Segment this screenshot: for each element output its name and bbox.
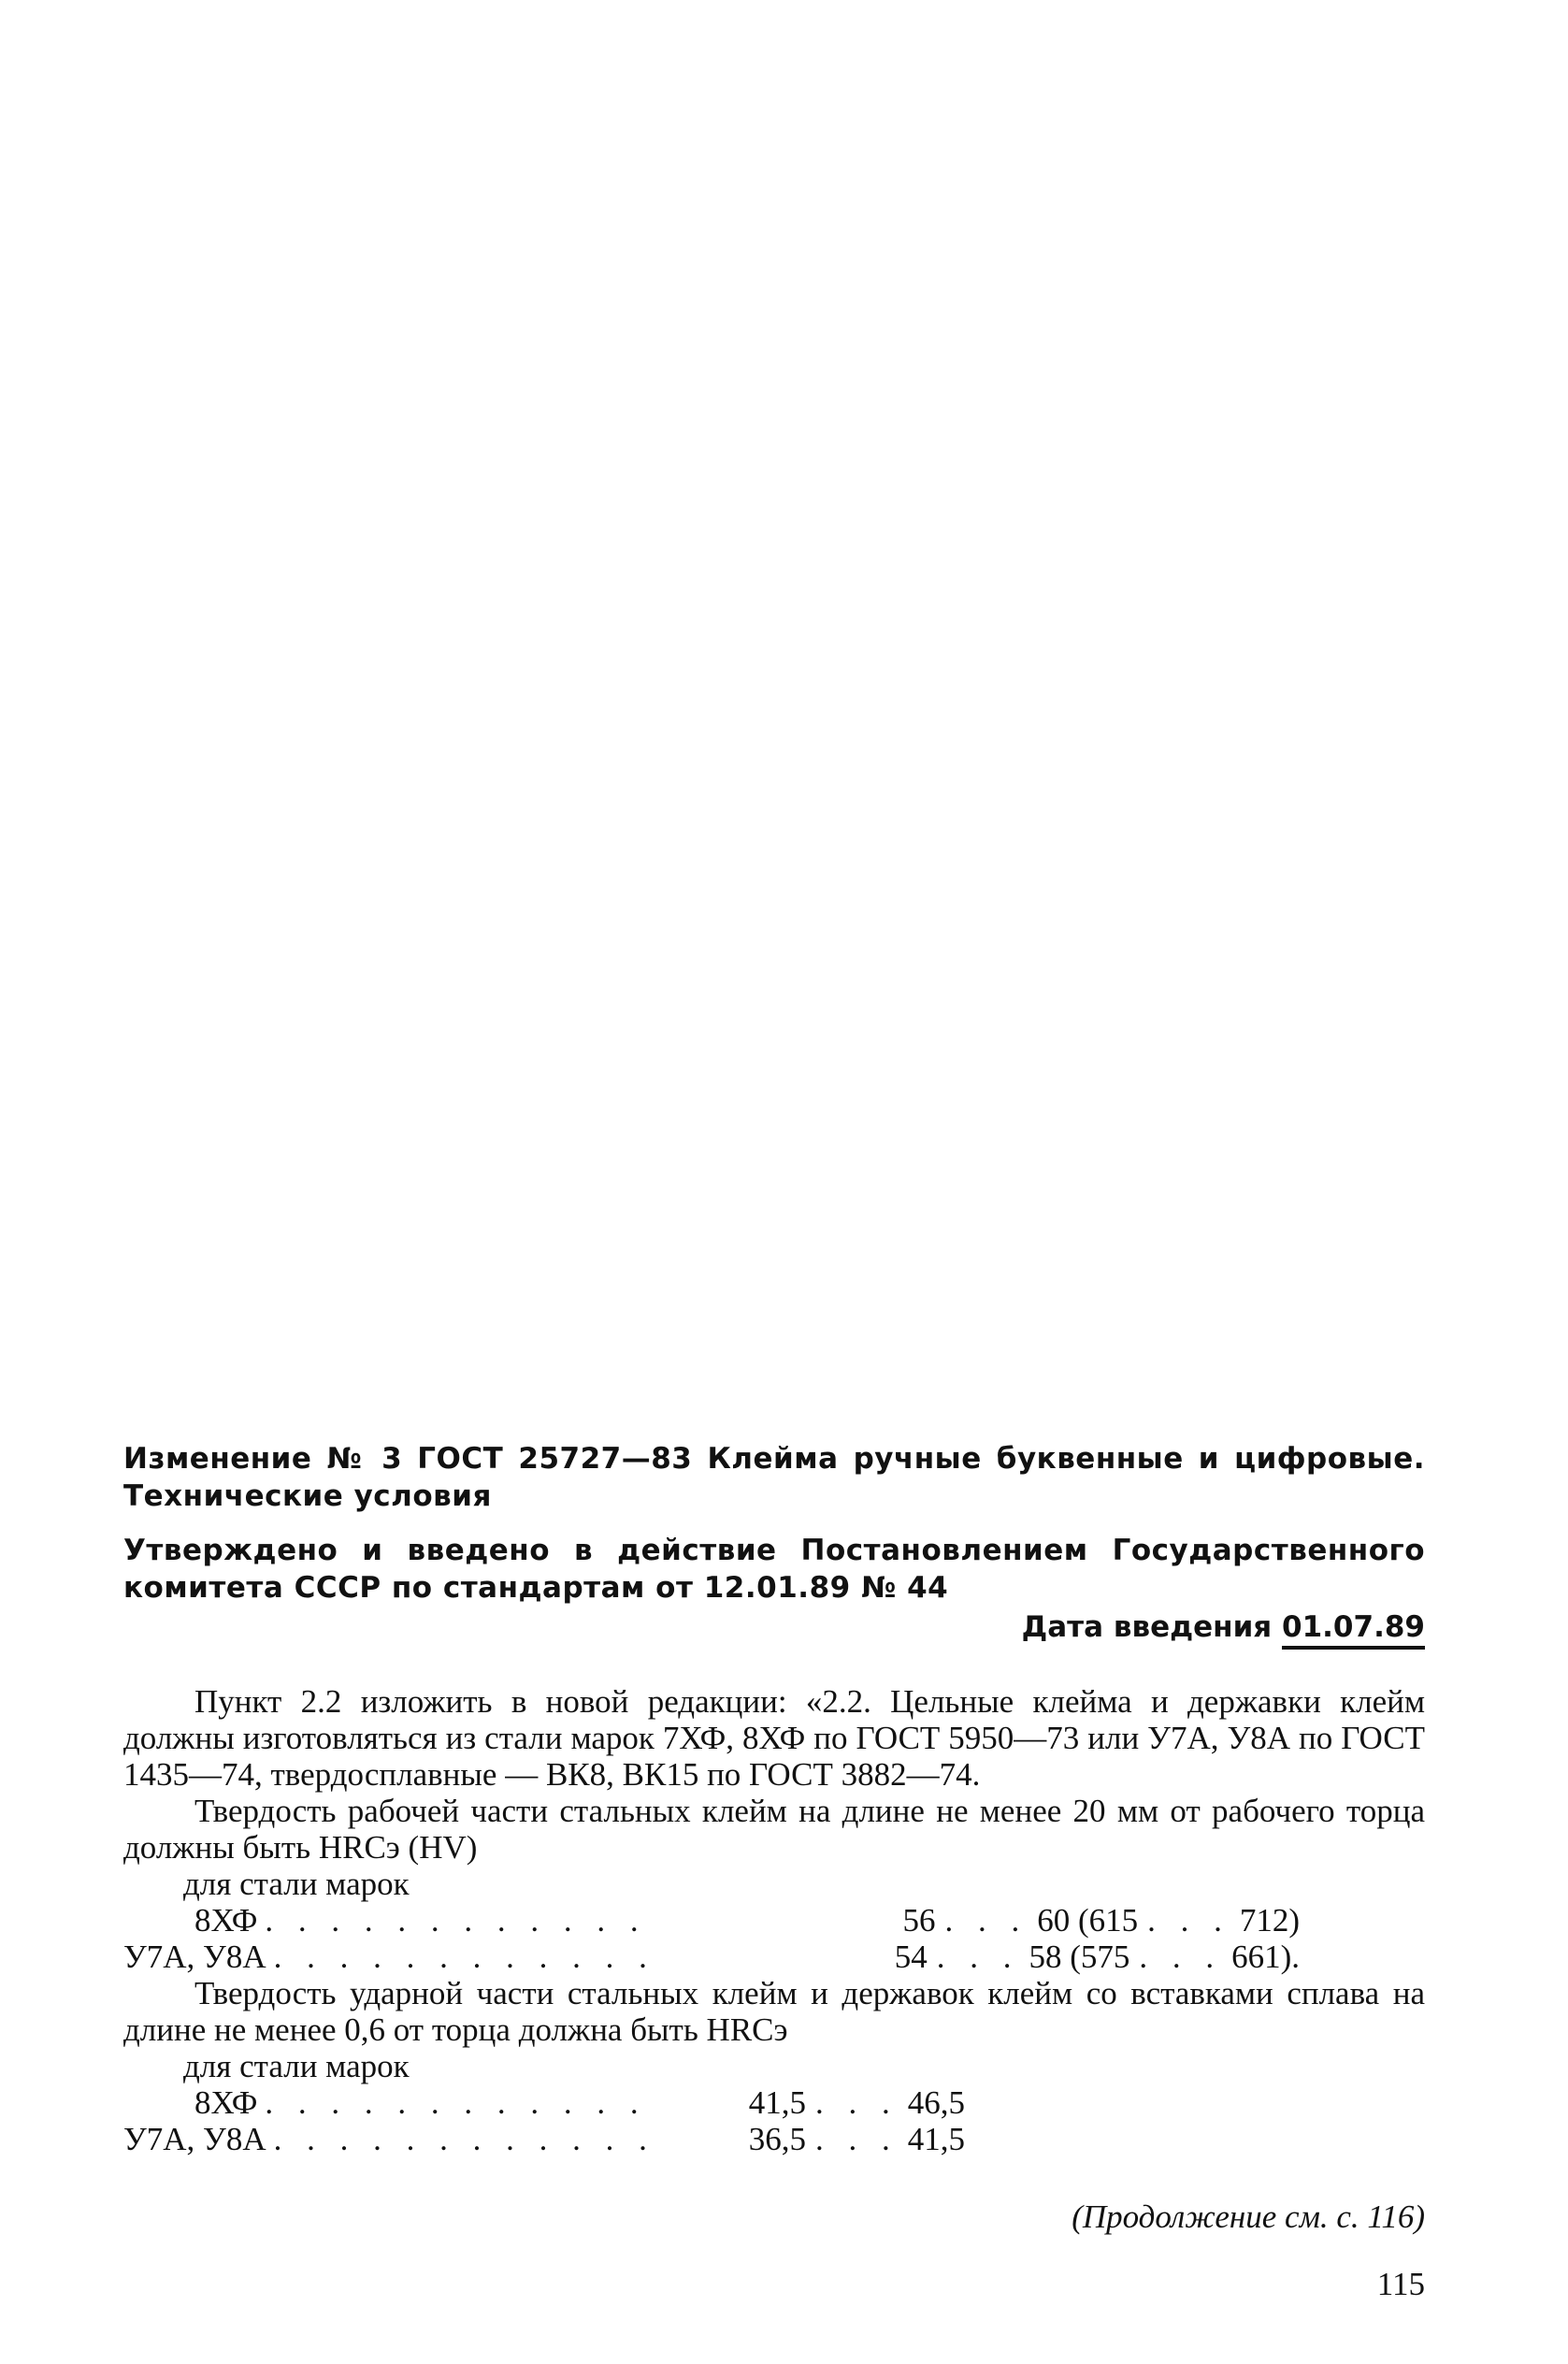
leader-dots: . . . . . . . . . . . . xyxy=(265,1902,647,1939)
hrc-max-hv-min: 58 (575 xyxy=(1029,1939,1130,1975)
effective-date-line xyxy=(123,1608,1425,1646)
hrc-max: 41,5 xyxy=(907,2121,965,2157)
hardness-row xyxy=(123,1939,1300,1975)
hrc-min: 36,5 xyxy=(748,2121,806,2157)
page-number: 115 xyxy=(1376,2266,1425,2302)
range-dots: . . . xyxy=(815,2121,899,2157)
leader-dots: . . . . . . . . . . . . xyxy=(273,2121,655,2157)
paragraph-impact-hardness: Твердость ударной части стальных клейм и державок клейм со вставками сплава на длине не менее 0,6 от торца должна быть HRCэ xyxy=(123,1975,1425,2048)
range-dots: . . . xyxy=(936,1939,1020,1975)
hv-max: 661). xyxy=(1231,1939,1300,1975)
hrc-max-hv-min: 60 (615 xyxy=(1037,1902,1139,1939)
hrc-min: 54 xyxy=(894,1939,928,1975)
steel-grade: У7А, У8А xyxy=(123,2121,266,2157)
leader-dots: . . . . . . . . . . . . xyxy=(265,2084,647,2121)
effective-date-label: Дата введения xyxy=(1021,1610,1273,1644)
document-body xyxy=(123,1683,1425,2303)
approval-statement: Утверждено и введено в действие Постановлением Государственного комитета СССР по стандартам от 12.01.89 № 44 xyxy=(123,1534,1425,1605)
steel-grades-label: для стали марок xyxy=(183,1866,410,1902)
hardness-row xyxy=(123,2084,965,2121)
range-dots: . . . xyxy=(815,2084,899,2121)
hrc-max: 46,5 xyxy=(907,2084,965,2121)
continuation-note: (Продолжение см. с. 116) xyxy=(1072,2198,1425,2235)
steel-grade: 8ХФ xyxy=(194,2084,258,2121)
hrc-min: 41,5 xyxy=(748,2084,806,2121)
hardness-row xyxy=(123,2121,965,2157)
paragraph-working-hardness: Твердость рабочей части стальных клейм на длине не менее 20 мм от рабочего торца должны быть HRCэ (HV) xyxy=(123,1793,1425,1866)
steel-grades-label: для стали марок xyxy=(183,2048,410,2084)
steel-grade: У7А, У8А xyxy=(123,1939,266,1975)
hv-max: 712) xyxy=(1239,1902,1300,1939)
hardness-row xyxy=(123,1902,1300,1939)
range-dots: . . . xyxy=(1147,1902,1230,1939)
effective-date-value: 01.07.89 xyxy=(1282,1610,1425,1650)
leader-dots: . . . . . . . . . . . . xyxy=(273,1939,655,1975)
document-page xyxy=(123,1440,1425,2303)
paragraph-clause-2-2: Пункт 2.2 изложить в новой редакции: «2.2. Цельные клейма и державки клейм должны изготовляться из стали марок 7ХФ, 8ХФ по ГОСТ 5950—73 или У7А, У8А по ГОСТ 1435—74, твердосплавные — ВК8, ВК15 по ГОСТ 3882—74. xyxy=(123,1683,1425,1793)
range-dots: . . . xyxy=(1139,1939,1223,1975)
range-dots: . . . xyxy=(944,1902,1029,1939)
hrc-min: 56 xyxy=(902,1902,936,1939)
steel-grade: 8ХФ xyxy=(194,1902,258,1939)
amendment-title: Изменение № 3 ГОСТ 25727—83 Клейма ручные буквенные и цифровые. Технические условия xyxy=(123,1442,1425,1513)
